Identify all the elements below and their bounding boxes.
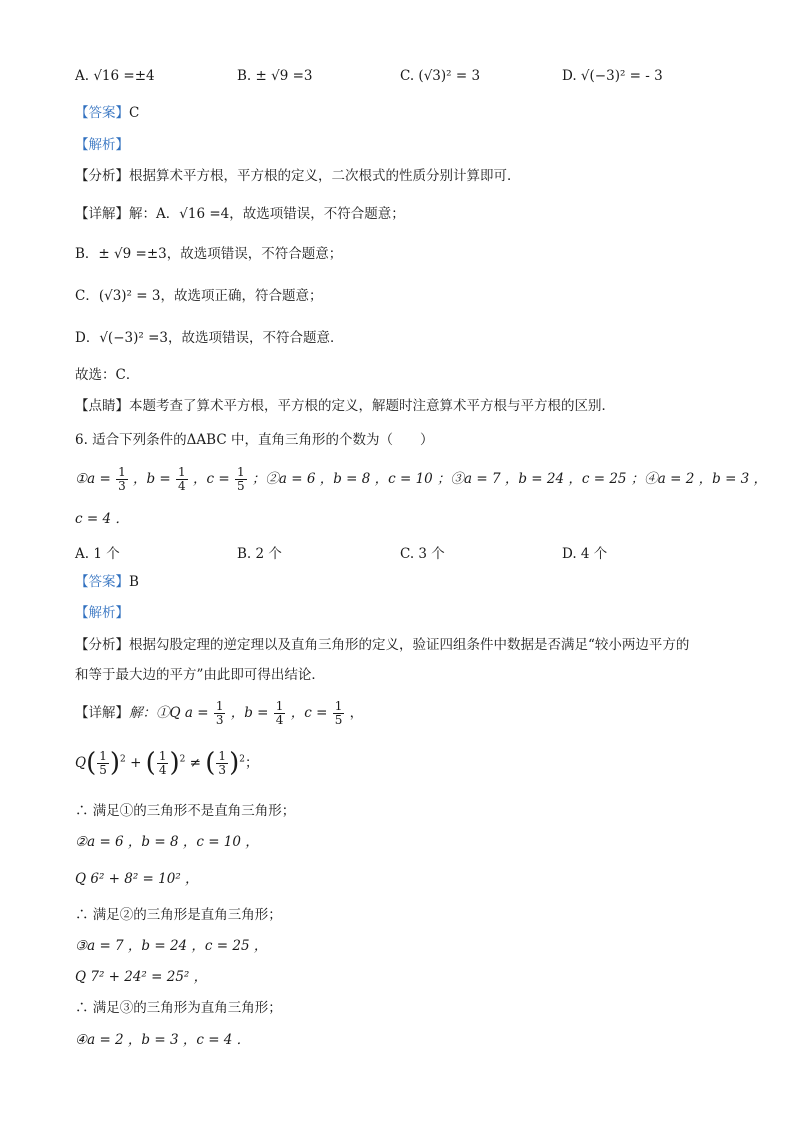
fraction-denominator: 4: [178, 479, 186, 494]
exponent: 2: [120, 754, 126, 765]
step2-neq: ≠: [189, 755, 201, 772]
fraction-denominator: 3: [215, 713, 224, 728]
q5-xiangjie-c: C．(√3)² = 3，故选项正确，符合题意；: [75, 288, 323, 304]
paren-open: (: [86, 748, 97, 778]
cond-rest: ；②a = 6 ，b = 8 ，c = 10 ；③a = 7 ，b = 24 ，c = 25 ；④a = 2 ，b = 3 ，: [251, 471, 768, 488]
paren-close: ): [169, 748, 180, 778]
q6-step10: ④a = 2 ，b = 3 ，c = 4 ．: [75, 1032, 251, 1048]
q6-answer: [75, 574, 139, 590]
q6-step9: ∴ 满足③的三角形为直角三角形；: [75, 1000, 282, 1016]
xiangjie-tag: 【详解】: [75, 206, 129, 222]
q6-option-c: C. 3 个: [400, 546, 445, 562]
q6-cond-last: c = 4 ．: [75, 511, 129, 527]
q6-step7: ③a = 7 ，b = 24 ，c = 25 ，: [75, 938, 268, 954]
cond1-a-fraction: [116, 466, 128, 493]
answer-tag: 【答案】: [75, 574, 129, 590]
step2-end: ；: [244, 755, 259, 772]
paren-open: (: [145, 748, 156, 778]
fraction-denominator: 4: [158, 763, 167, 778]
q6-option-b: B. 2 个: [237, 546, 282, 562]
exponent: 2: [239, 754, 245, 765]
q5-option-d: D. √(−3)² = - 3: [562, 68, 663, 84]
q5-analysis-tag: 【解析】: [75, 137, 129, 153]
step1-c-prefix: ，c =: [290, 705, 328, 722]
paren-open: (: [205, 748, 216, 778]
fraction-numerator: 1: [275, 699, 284, 713]
xiangjie-line-a: 解：A．√16 =4，故选项错误，不符合题意；: [129, 206, 405, 222]
q6-step4: ②a = 6 ，b = 8 ，c = 10 ，: [75, 834, 259, 850]
q5-option-b: B. ± √9 =3: [237, 68, 313, 84]
paren-close: ): [229, 748, 240, 778]
step2-fraction-1: [97, 750, 109, 777]
fraction-denominator: 3: [218, 763, 227, 778]
q6-fenxi-1: [75, 637, 689, 653]
q6-step6: ∴ 满足②的三角形是直角三角形；: [75, 907, 282, 923]
fraction-denominator: 4: [275, 713, 284, 728]
fraction-denominator: 5: [99, 763, 107, 778]
step1-b-fraction: [274, 700, 286, 727]
xiangjie-tag: 【详解】: [75, 705, 129, 722]
q6-step5: Q 6² + 8² = 10² ，: [75, 871, 199, 887]
step2-fraction-2: [157, 750, 169, 777]
q6-step2: [75, 748, 258, 779]
step2-fraction-3: [216, 750, 228, 777]
q5-xiangjie-d: D．√(−3)² =3，故选项错误，不符合题意．: [75, 330, 344, 346]
step1-end: ，: [349, 705, 364, 722]
q5-option-c: C. (√3)² = 3: [400, 68, 481, 84]
fraction-numerator: 1: [236, 465, 245, 479]
fenxi-text: 根据勾股定理的逆定理以及直角三角形的定义，验证四组条件中数据是否满足“较小两边平方的: [129, 637, 690, 653]
step1-b-prefix: ，b =: [230, 705, 269, 722]
answer-value: C: [129, 105, 140, 121]
fraction-denominator: 5: [236, 479, 245, 494]
step1-c-fraction: [333, 700, 345, 727]
cond1-prefix: ①a =: [75, 471, 111, 488]
fraction-numerator: 1: [158, 748, 167, 763]
fenxi-tag: 【分析】: [75, 168, 129, 184]
answer-value: B: [129, 574, 139, 590]
q5-xiangjie-b: B．± √9 =±3，故选项错误，不符合题意；: [75, 246, 343, 262]
step1-prefix: 解：①Q a =: [129, 705, 209, 722]
fenxi-tag: 【分析】: [75, 637, 129, 653]
fraction-denominator: 3: [118, 479, 126, 494]
fraction-numerator: 1: [218, 748, 227, 763]
q5-dianjing: [75, 398, 615, 414]
q5-conclusion: 故选：C．: [75, 367, 140, 383]
fraction-numerator: 1: [178, 465, 186, 479]
dianjing-text: 本题考查了算术平方根，平方根的定义，解题时注意算术平方根与平方根的区别．: [129, 398, 615, 414]
step2-q: Q: [75, 755, 87, 772]
cond1-b-prefix: ，b =: [133, 471, 171, 488]
q6-step1: [75, 700, 363, 727]
step2-plus: +: [130, 755, 142, 772]
paren-close: ): [109, 748, 121, 778]
fraction-denominator: 5: [334, 713, 343, 728]
fraction-numerator: 1: [118, 465, 126, 479]
fraction-numerator: 1: [215, 699, 224, 713]
cond1-b-fraction: [176, 466, 188, 493]
step1-a-fraction: [214, 700, 226, 727]
q5-answer: [75, 105, 139, 121]
q6-conditions: [75, 466, 767, 493]
answer-tag: 【答案】: [75, 105, 129, 121]
q6-analysis-tag: 【解析】: [75, 605, 129, 621]
cond1-c-prefix: ，c =: [192, 471, 230, 488]
exponent: 2: [179, 754, 186, 765]
q5-option-a: A. √16 =±4: [75, 68, 155, 84]
dianjing-tag: 【点睛】: [75, 398, 129, 414]
q6-option-a: A. 1 个: [75, 546, 120, 562]
fraction-numerator: 1: [99, 748, 107, 763]
cond1-c-fraction: [235, 466, 247, 493]
fraction-numerator: 1: [334, 699, 343, 713]
q5-xiangjie-a: [75, 206, 405, 222]
q6-option-d: D. 4 个: [562, 546, 608, 562]
fenxi-text: 根据算术平方根，平方根的定义，二次根式的性质分别计算即可．: [129, 168, 521, 184]
q6-step3: ∴ 满足①的三角形不是直角三角形；: [75, 803, 296, 819]
q6-step8: Q 7² + 24² = 25² ，: [75, 969, 208, 985]
q6-fenxi-2: 和等于最大边的平方”由此即可得出结论．: [75, 667, 325, 683]
q6-stem: 6. 适合下列条件的ΔABC 中，直角三角形的个数为（ ）: [75, 432, 434, 448]
q5-fenxi: [75, 168, 521, 184]
